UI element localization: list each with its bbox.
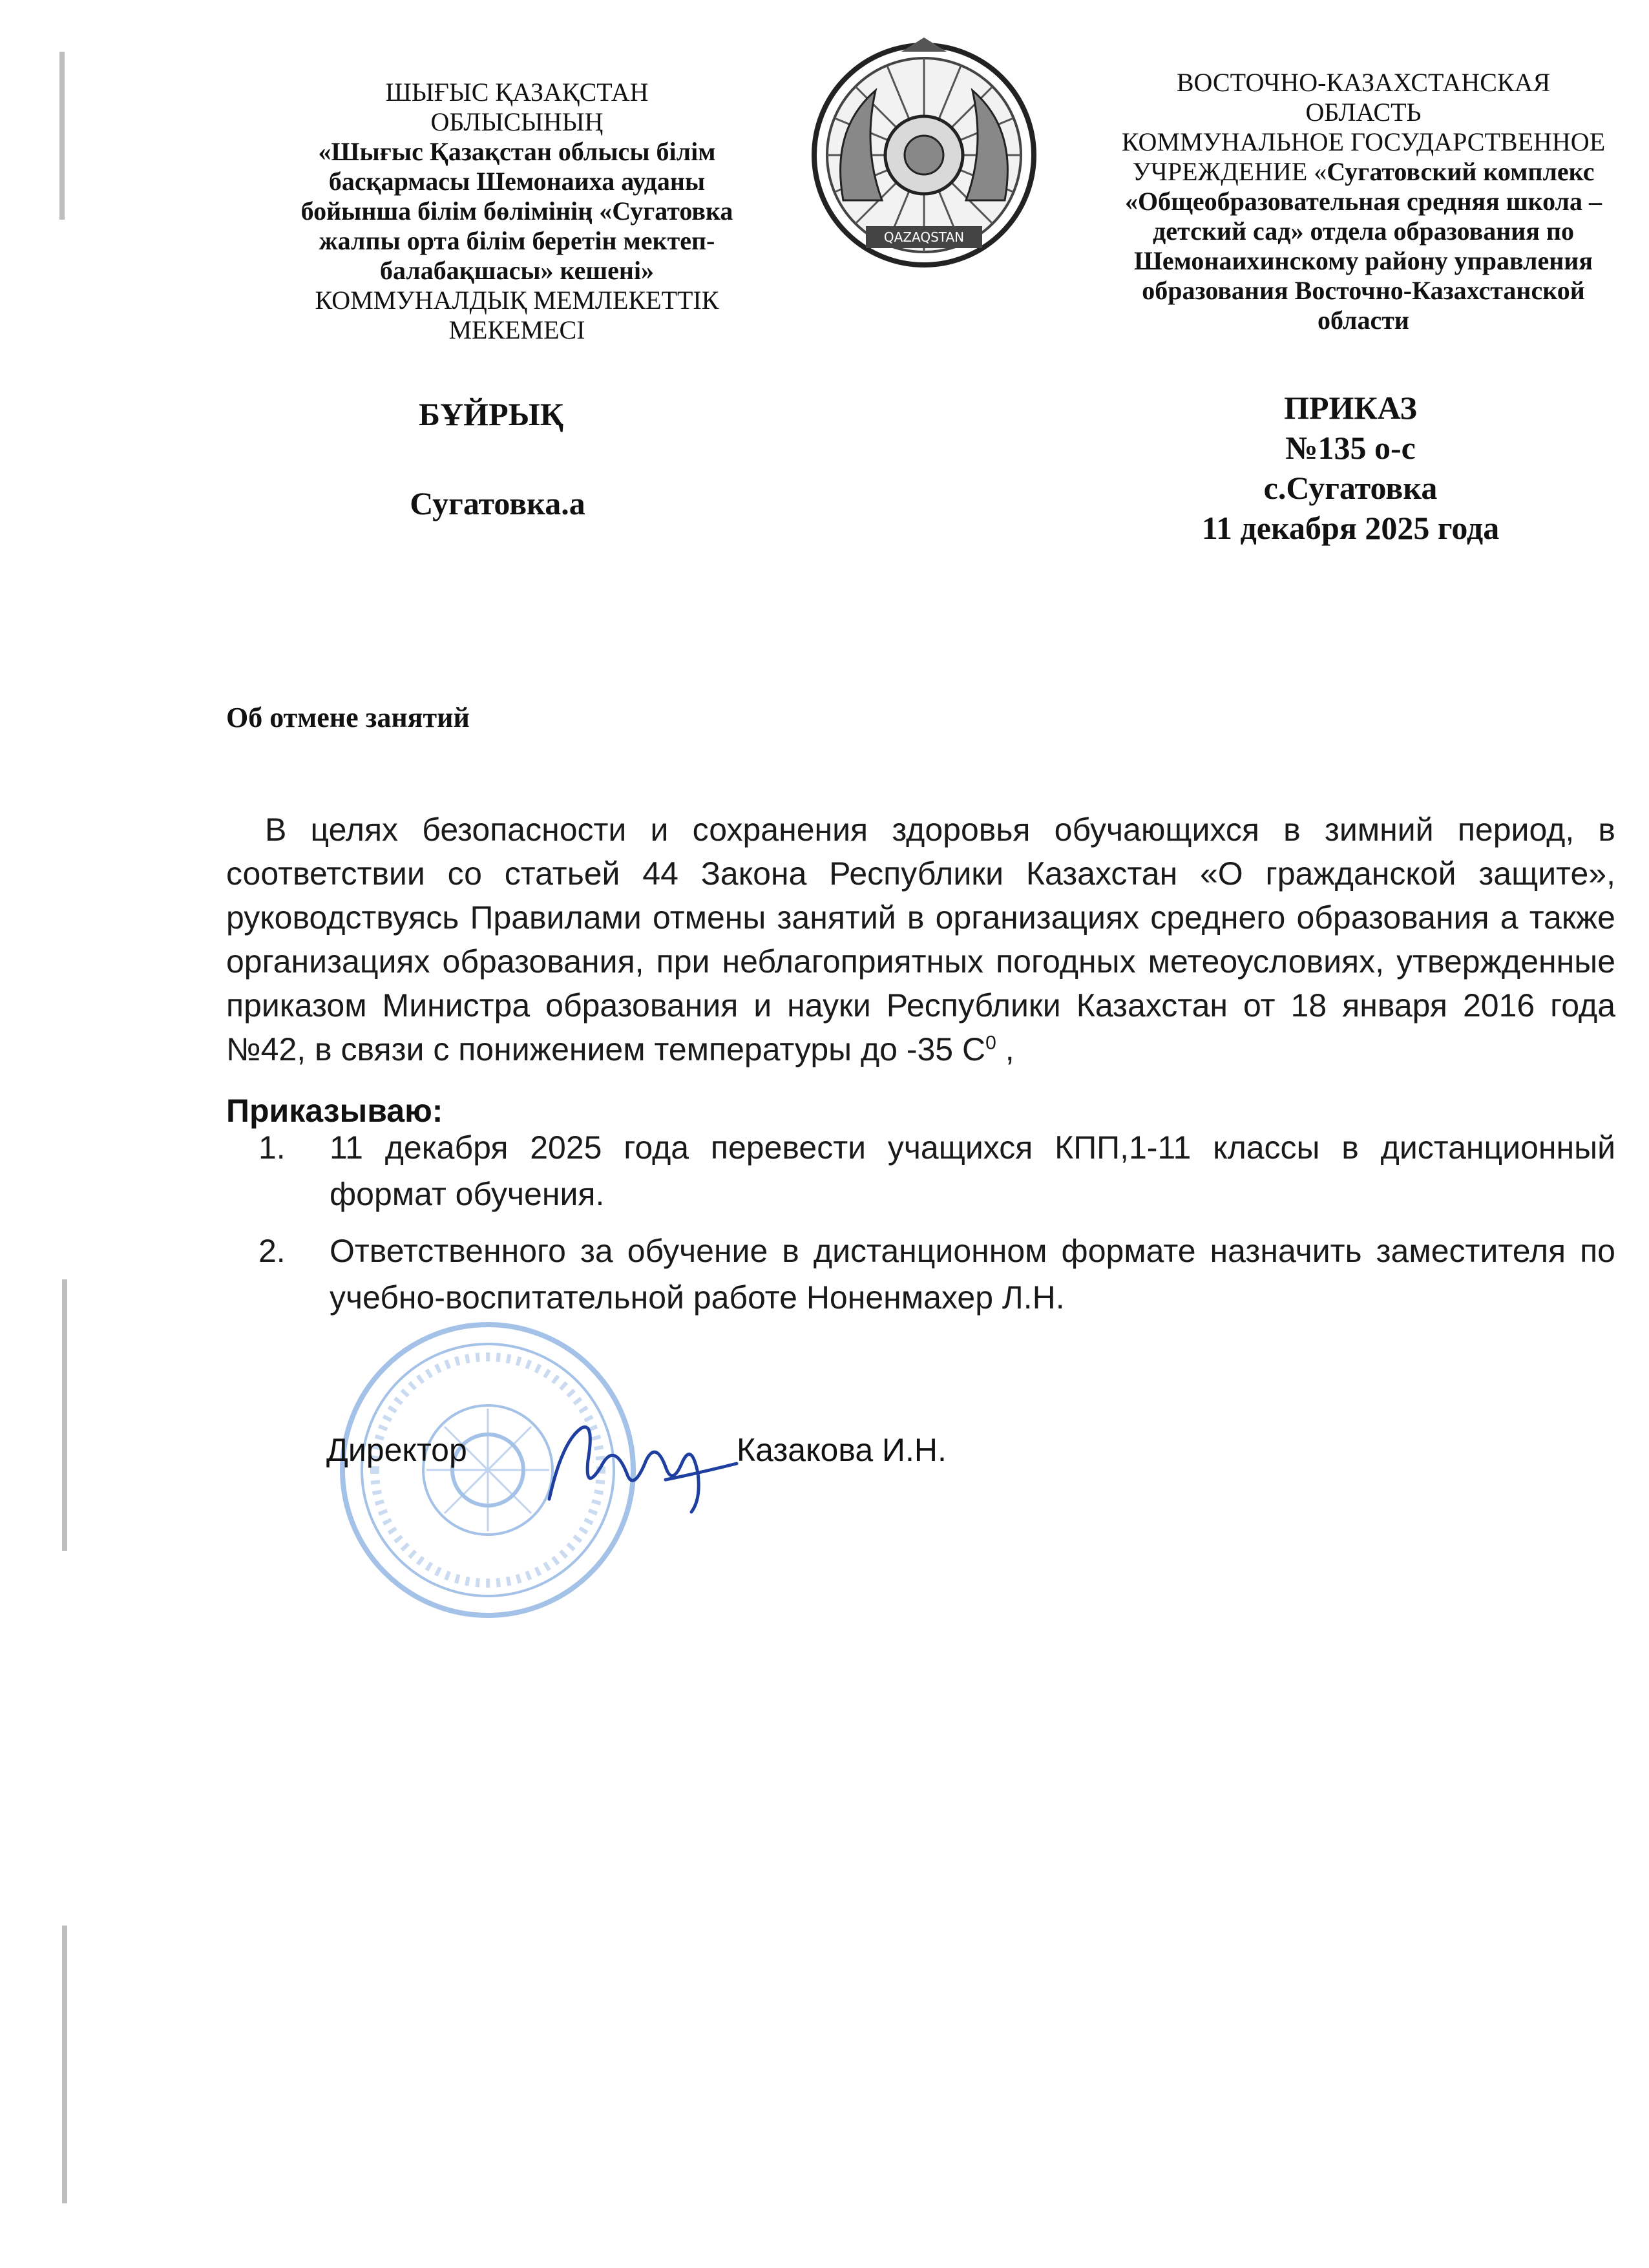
header-left-line3: КОММУНАЛДЫҚ МЕМЛЕКЕТТІК [315, 286, 719, 315]
header-left-line4: МЕКЕМЕСІ [448, 315, 585, 344]
header-left-bold-3: бойынша білім бөлімінің «Сугатовка [300, 196, 733, 226]
header-right-bold-2: детский сад» отдела образования по [1153, 216, 1574, 246]
header-left-bold-2: басқармасы Шемонаиха ауданы [328, 167, 706, 196]
scan-artifact [62, 1279, 67, 1551]
doc-title-russian: ПРИКАЗ [1284, 390, 1417, 426]
doc-meta-russian [1118, 388, 1583, 548]
doc-number: №135 о-с [1285, 430, 1416, 466]
header-right-line4 [1092, 157, 1635, 187]
header-right-line4-bold: Сугатовский комплекс [1327, 157, 1595, 186]
header-right-bold-1: «Общеобразовательная средняя школа – [1125, 187, 1602, 216]
list-item-text: 11 декабря 2025 года перевести учащихся КПП,1-11 классы в дистанционный формат обучения. [330, 1129, 1615, 1212]
place-russian: с.Сугатовка [1263, 470, 1438, 506]
body-paragraph [226, 808, 1615, 1071]
list-item [258, 1228, 1615, 1321]
scan-artifact [62, 1926, 67, 2203]
order-word: Приказываю: [226, 1093, 443, 1129]
doc-date: 11 декабря 2025 года [1201, 510, 1500, 546]
doc-subject: Об отмене занятий [226, 702, 470, 733]
body-paragraph-tail: , [996, 1031, 1014, 1067]
signature-icon [536, 1402, 743, 1525]
body-paragraph-text: В целях безопасности и сохранения здоровья обучающихся в зимний период, в соответствии со статьей 44 Закона Республики Казахстан «О гражданской защите», руководствуясь Правилами отмены занятий в организациях среднего образования а также организациях образования, при неблагоприятных погодных метеоусловиях, утвержденные приказом Министра образования и науки Республики Казахстан от 18 января 2016 года №42, в связи с понижением температуры до -35 С [226, 812, 1615, 1067]
header-right-line3: КОММУНАЛЬНОЕ ГОСУДАРСТВЕННОЕ [1121, 127, 1606, 156]
header-right-line4-plain: УЧРЕЖДЕНИЕ « [1132, 157, 1327, 186]
list-item-number: 2. [258, 1233, 286, 1269]
header-russian [1092, 68, 1635, 335]
header-left-line1: ШЫҒЫС ҚАЗАҚСТАН [385, 78, 649, 107]
state-emblem-icon [804, 32, 1044, 284]
header-right-line2: ОБЛАСТЬ [1305, 98, 1422, 127]
list-item-number: 1. [258, 1129, 286, 1166]
header-left-bold-4: жалпы орта білім беретін мектеп- [319, 226, 715, 255]
header-left-bold-1: «Шығыс Қазақстан облысы білім [318, 137, 716, 166]
degree-superscript: 0 [985, 1032, 996, 1054]
place-kazakh: Сугатовка.а [410, 485, 585, 521]
scan-artifact [59, 52, 65, 220]
emblem-text: QAZAQSTAN [883, 229, 965, 245]
header-right-bold-3: Шемонаихинскому району управления [1134, 246, 1593, 275]
signer-title: Директор [326, 1432, 467, 1468]
header-left-bold-5: балабақшасы» кешені» [379, 256, 655, 285]
header-right-bold-5: области [1318, 306, 1409, 335]
header-right-bold-4: образования Восточно-Казахстанской [1142, 276, 1585, 305]
doc-title-kazakh: БҰЙРЫҚ [419, 396, 563, 432]
list-item-text: Ответственного за обучение в дистанционном формате назначить заместителя по учебно-воспитательной работе Ноненмахер Л.Н. [330, 1233, 1615, 1316]
header-right-line1: ВОСТОЧНО-КАЗАХСТАНСКАЯ [1176, 68, 1551, 97]
signer-name: Казакова И.Н. [737, 1432, 947, 1468]
order-items [258, 1124, 1615, 1331]
header-left-line2: ОБЛЫСЫНЫҢ [430, 107, 604, 136]
list-item [258, 1124, 1615, 1217]
header-kazakh [271, 78, 762, 345]
